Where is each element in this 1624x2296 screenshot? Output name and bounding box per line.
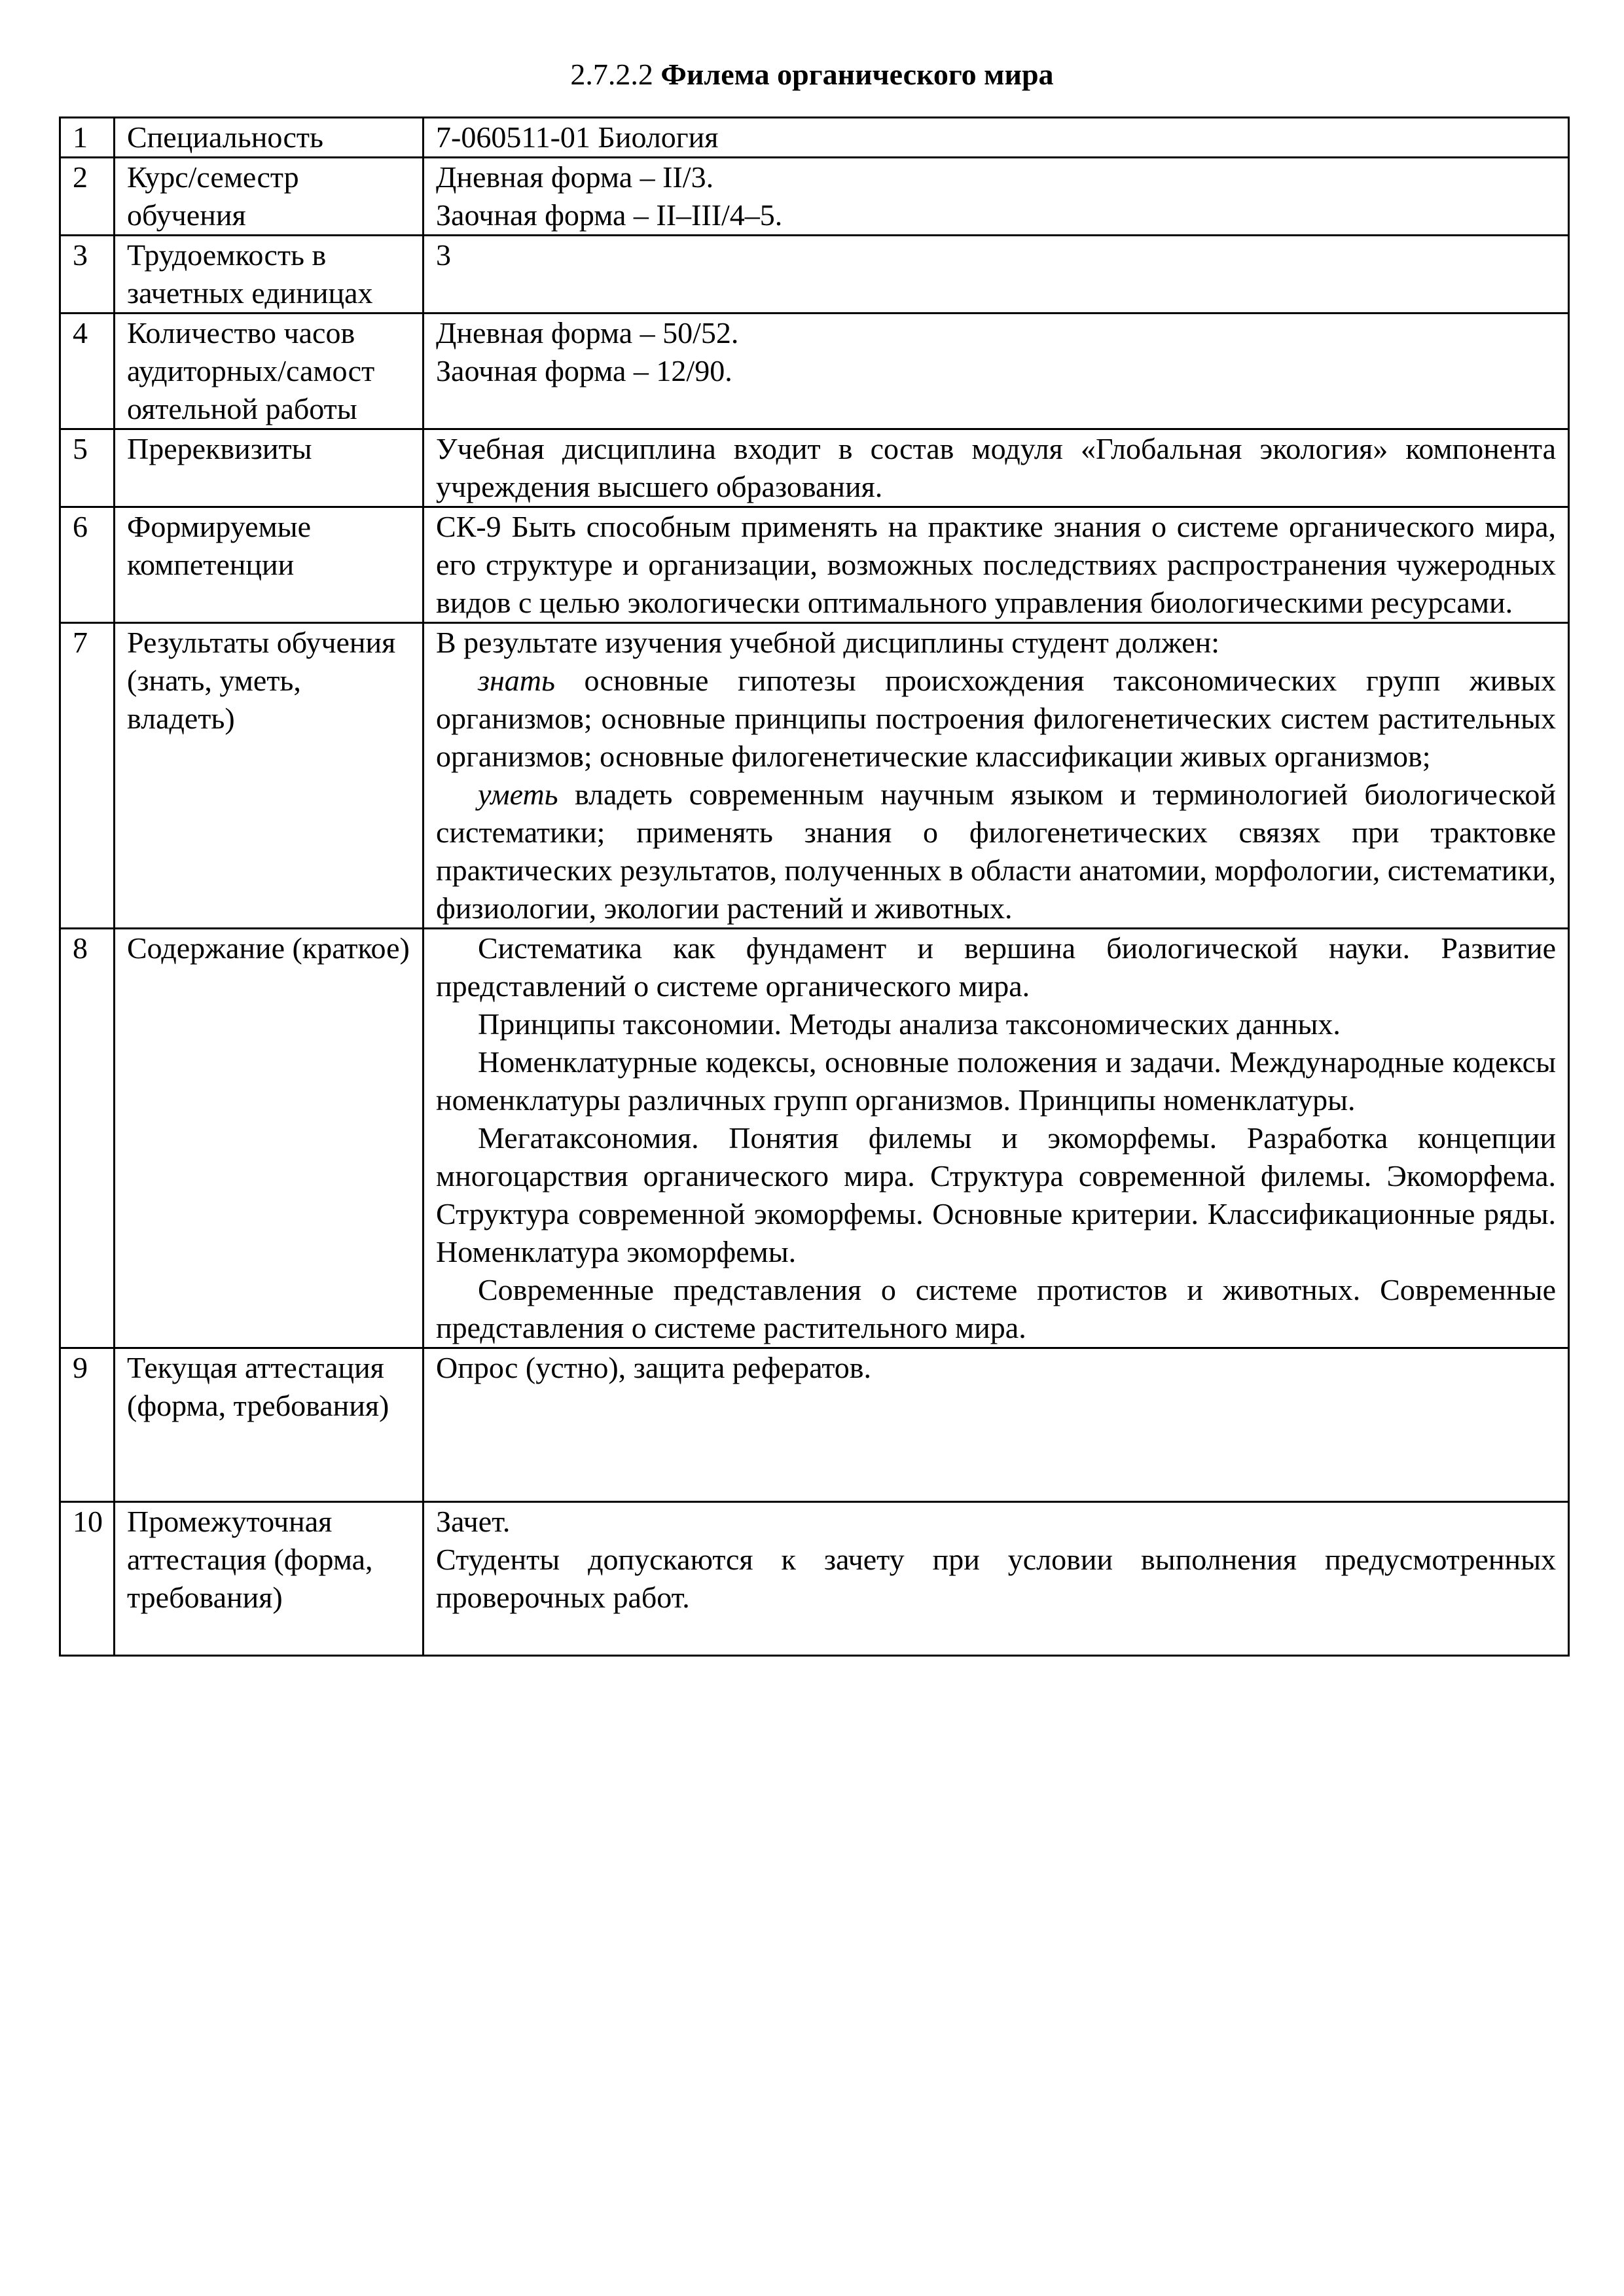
content-paragraph: Принципы таксономии. Методы анализа таксономических данных.: [478, 1007, 1341, 1041]
can-text: владеть современным научным языком и терминологией биологической систематики; применять знания о филогенетических связях при трактовке практических результатов, полученных в области анатомии, морфологии, систематики, физиологии, экологии растений и животных.: [436, 778, 1556, 925]
row-label: Содержание (краткое): [115, 929, 424, 1348]
row-value: [424, 623, 1569, 929]
value-line: Опрос (устно), защита рефератов.: [436, 1351, 872, 1384]
content-paragraph: Номенклатурные кодексы, основные положения и задачи. Международные кодексы номенклатуры различных групп организмов. Принципы номенклатуры.: [436, 1045, 1556, 1117]
row-value: [424, 429, 1569, 507]
row-number: 4: [60, 314, 115, 429]
value-line: СК-9 Быть способным применять на практике знания о системе органического мира, его структуре и организации, возможных последствиях распространения чужеродных видов с целью экологически оптимального управления биологическими ресурсами.: [436, 510, 1556, 619]
table-row: [60, 1348, 1569, 1502]
row-number: 1: [60, 118, 115, 158]
row-label: Специальность: [115, 118, 424, 158]
table-row: [60, 429, 1569, 507]
value-line: Заочная форма – 12/90.: [436, 354, 732, 387]
row-value: [424, 118, 1569, 158]
row-number: 3: [60, 236, 115, 314]
row-value: [424, 314, 1569, 429]
table-row: [60, 1502, 1569, 1656]
value-line: 7-060511-01 Биология: [436, 120, 719, 154]
row-number: 2: [60, 158, 115, 236]
know-text: основные гипотезы происхождения таксономических групп живых организмов; основные принципы построения филогенетических систем растительных организмов; основные филогенетические классификации живых организмов;: [436, 664, 1556, 773]
row-label: Пререквизиты: [115, 429, 424, 507]
row-label: Результаты обучения (знать, уметь, владеть): [115, 623, 424, 929]
content-paragraph: Систематика как фундамент и вершина биологической науки. Развитие представлений о системе органического мира.: [436, 931, 1556, 1003]
row-value: [424, 236, 1569, 314]
section-title-text: Филема органического мира: [660, 58, 1054, 91]
row-value: [424, 929, 1569, 1348]
course-table: [59, 117, 1570, 1657]
table-row: [60, 507, 1569, 623]
row-label: Количество часов аудиторных/самост оятельной работы: [115, 314, 424, 429]
table-row: [60, 236, 1569, 314]
row-label: Текущая аттестация (форма, требования): [115, 1348, 424, 1502]
value-line: Зачет.: [436, 1505, 511, 1538]
row-label: Трудоемкость в зачетных единицах: [115, 236, 424, 314]
section-title: [0, 56, 1624, 93]
row-number: 10: [60, 1502, 115, 1656]
table-row: [60, 158, 1569, 236]
table-row: [60, 118, 1569, 158]
row-value: [424, 1348, 1569, 1502]
outcomes-intro: В результате изучения учебной дисциплины студент должен:: [436, 626, 1220, 659]
content-paragraph: Мегатаксономия. Понятия филемы и экоморфемы. Разработка концепции многоцарствия органического мира. Структура современной филемы. Экоморфема. Структура современной экоморфемы. Основные критерии. Классификационные ряды. Номенклатура экоморфемы.: [436, 1121, 1556, 1268]
row-number: 7: [60, 623, 115, 929]
row-number: 9: [60, 1348, 115, 1502]
outcomes-know: [436, 662, 1556, 776]
row-label: Формируемые компетенции: [115, 507, 424, 623]
outcomes-can: [436, 776, 1556, 927]
value-line: Дневная форма – II/3.: [436, 160, 714, 194]
know-keyword: знать: [478, 664, 555, 697]
row-value: [424, 507, 1569, 623]
table-row: [60, 929, 1569, 1348]
value-line: Учебная дисциплина входит в состав модуля «Глобальная экология» компонента учреждения высшего образования.: [436, 432, 1556, 503]
row-number: 6: [60, 507, 115, 623]
row-number: 5: [60, 429, 115, 507]
table-row: [60, 314, 1569, 429]
table-row: [60, 623, 1569, 929]
value-line: Заочная форма – II–III/4–5.: [436, 198, 783, 232]
value-line: Студенты допускаются к зачету при условии выполнения предусмотренных проверочных работ.: [436, 1543, 1556, 1614]
row-value: [424, 1502, 1569, 1656]
row-number: 8: [60, 929, 115, 1348]
value-line: Дневная форма – 50/52.: [436, 316, 739, 350]
row-label: Промежуточная аттестация (форма, требования): [115, 1502, 424, 1656]
row-label: Курс/семестр обучения: [115, 158, 424, 236]
section-number: 2.7.2.2: [570, 58, 653, 91]
row-value: [424, 158, 1569, 236]
content-paragraph: Современные представления о системе протистов и животных. Современные представления о системе растительного мира.: [436, 1273, 1556, 1344]
can-keyword: уметь: [478, 778, 558, 811]
value-line: 3: [436, 238, 451, 272]
